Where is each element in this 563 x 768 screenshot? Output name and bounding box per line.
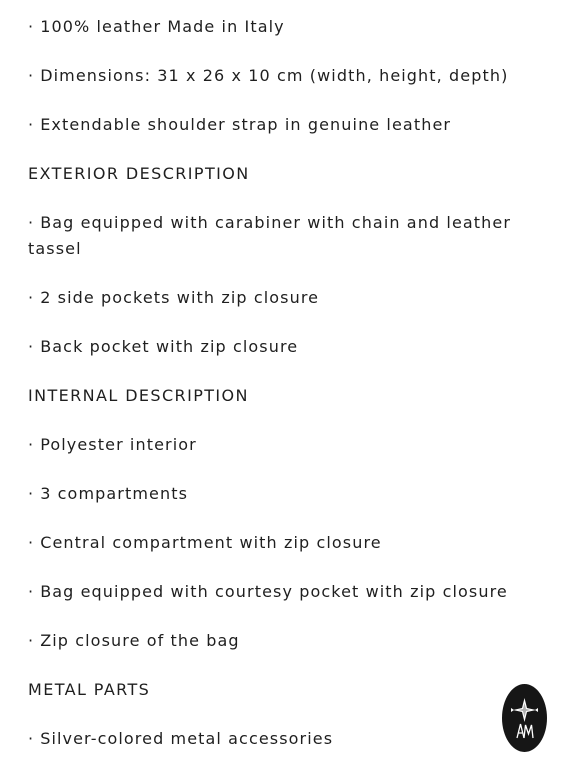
bullet-item bbox=[28, 112, 528, 138]
bullet-text: 2 side pockets with zip closure bbox=[40, 288, 320, 307]
section-heading-exterior: EXTERIOR DESCRIPTION bbox=[28, 164, 250, 183]
bullet-dot: · bbox=[28, 17, 35, 36]
bullet-dot: · bbox=[28, 66, 35, 85]
bullet-dot: · bbox=[28, 337, 35, 356]
bullet-text: Zip closure of the bag bbox=[40, 631, 240, 650]
bullet-item bbox=[28, 579, 528, 605]
bullet-dot: · bbox=[28, 115, 35, 134]
bullet-text: Dimensions: 31 x 26 x 10 cm (width, height, depth) bbox=[40, 66, 509, 85]
bullet-item bbox=[28, 530, 528, 556]
bullet-text: Central compartment with zip closure bbox=[40, 533, 382, 552]
bullet-item bbox=[28, 726, 528, 752]
bullet-text: 100% leather Made in Italy bbox=[40, 17, 285, 36]
bullet-text: Polyester interior bbox=[40, 435, 197, 454]
bullet-item bbox=[28, 432, 528, 458]
section-heading-internal: INTERNAL DESCRIPTION bbox=[28, 386, 249, 405]
bullet-item bbox=[28, 481, 528, 507]
bullet-dot: · bbox=[28, 484, 35, 503]
bullet-text: Bag equipped with courtesy pocket with zip closure bbox=[40, 582, 508, 601]
bullet-item bbox=[28, 14, 528, 40]
bullet-item bbox=[28, 334, 528, 360]
bullet-item bbox=[28, 63, 528, 89]
brand-logo-badge[interactable] bbox=[502, 684, 547, 752]
bullet-text: Extendable shoulder strap in genuine leather bbox=[40, 115, 452, 134]
bullet-dot: · bbox=[28, 533, 35, 552]
bullet-item bbox=[28, 210, 528, 262]
section-heading-metal-parts: METAL PARTS bbox=[28, 680, 151, 699]
bullet-dot: · bbox=[28, 288, 35, 307]
product-description bbox=[28, 14, 528, 752]
bullet-dot: · bbox=[28, 582, 35, 601]
bullet-dot: · bbox=[28, 435, 35, 454]
bullet-text: 3 compartments bbox=[40, 484, 189, 503]
bullet-dot: · bbox=[28, 631, 35, 650]
bullet-dot: · bbox=[28, 213, 35, 232]
bullet-text: Bag equipped with carabiner with chain and leather tassel bbox=[28, 213, 512, 258]
bullet-item bbox=[28, 285, 528, 311]
bullet-text: Silver-colored metal accessories bbox=[40, 729, 334, 748]
bullet-dot: · bbox=[28, 729, 35, 748]
bullet-item bbox=[28, 628, 528, 654]
bullet-text: Back pocket with zip closure bbox=[40, 337, 299, 356]
brand-logo-icon bbox=[502, 684, 547, 752]
